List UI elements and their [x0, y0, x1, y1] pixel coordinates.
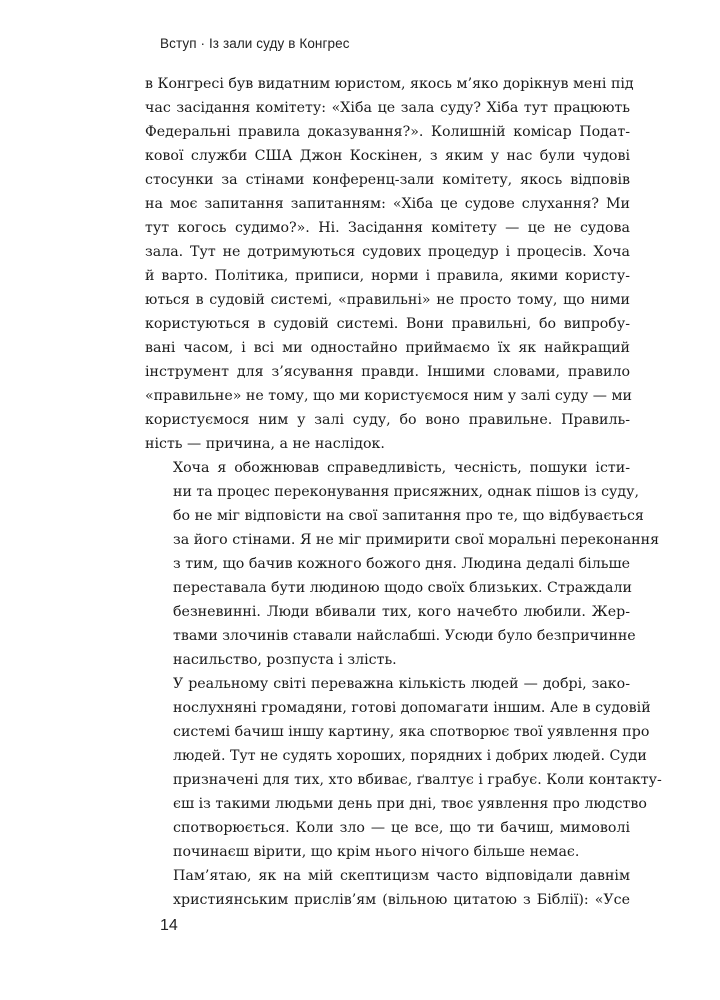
text-line: людей. Тут не судять хороших, порядних і добрих людей. Суди [173, 748, 647, 764]
text-line: користуються в судовій системі. Вони правильні, бо випробу- [145, 316, 630, 332]
text-line: за його стінами. Я не міг примирити свої моральні переконання [173, 532, 660, 548]
text-line: спотворюється. Коли зло — це все, що ти бачиш, мимоволі [173, 820, 630, 836]
page-number: 14 [160, 917, 178, 934]
text-line: переставала бути людиною щодо своїх близьких. Страждали [173, 580, 632, 596]
text-line: нослухняні громадяни, готові допомагати іншим. Але в судовій [173, 700, 651, 716]
running-head: Вступ · Із зали суду в Конгрес [160, 36, 350, 51]
text-line: ються в судовій системі, «правильні» не просто тому, що ними [145, 292, 630, 308]
text-line: ни та процес переконування присяжних, однак пішов із суду, [173, 484, 639, 500]
text-line: тут когось судимо?». Ні. Засідання комітету — це не судова [145, 220, 630, 236]
text-line: починаєш вірити, що крім нього нічого більше немає. [173, 844, 580, 860]
text-line: на моє запитання запитанням: «Хіба це судове слухання? Ми [145, 196, 630, 212]
text-line: вані часом, і всі ми одностайно приймаємо їх як найкращий [145, 340, 630, 356]
text-line: призначені для тих, хто вбиває, ґвалтує і грабує. Коли контакту- [173, 772, 662, 788]
text-line: Федеральні правила доказування?». Колишній комісар Подат- [145, 124, 630, 140]
text-line: безневинні. Люди вбивали тих, кого начебто любили. Жер- [173, 604, 630, 620]
text-line: інструмент для з’ясування правди. Іншими словами, правило [145, 364, 630, 380]
text-line: стосунки за стінами конференц-зали комітету, якось відповів [145, 172, 630, 188]
text-line: Хоча я обожнював справедливість, чесність, пошуки істи- [173, 460, 630, 476]
text-line: в Конгресі був видатним юристом, якось м’яко дорікнув мені під [145, 76, 634, 92]
text-line: бо не міг відповісти на свої запитання про те, що відбувається [173, 508, 644, 524]
text-line: кової служби США Джон Коскінен, з яким у нас були чудові [145, 148, 630, 164]
text-line: твами злочинів ставали найслабші. Усюди було безпричинне [173, 628, 636, 644]
text-line: час засідання комітету: «Хіба це зала суду? Хіба тут працюють [145, 100, 630, 116]
paragraph [145, 72, 634, 456]
paragraph [145, 672, 662, 864]
text-line: з тим, що бачив кожного божого дня. Людина дедалі більше [173, 556, 631, 572]
text-line: ність — причина, а не наслідок. [145, 436, 385, 452]
text-line: «правильне» не тому, що ми користуємося ним у залі суду — ми [145, 388, 632, 404]
body-text [145, 72, 662, 912]
text-line: Пам’ятаю, як на мій скептицизм часто відповідали давнім [173, 868, 630, 884]
text-line: єш із такими людьми день при дні, твоє уявлення про людство [173, 796, 647, 812]
paragraph [145, 456, 660, 672]
text-line: зала. Тут не дотримуються судових процедур і процесів. Хоча [145, 244, 630, 260]
text-line: й варто. Політика, приписи, норми і правила, якими користу- [145, 268, 630, 284]
paragraph [145, 864, 630, 912]
text-line: користуємося ним у залі суду, бо воно правильне. Правиль- [145, 412, 630, 428]
text-line: системі бачиш іншу картину, яка спотворює твої уявлення про [173, 724, 650, 740]
text-line: насильство, розпуста і злість. [173, 652, 397, 668]
text-line: християнським прислів’ям (вільною цитатою з Біблії): «Усе [173, 892, 630, 908]
text-line: У реальному світі переважна кількість людей — добрі, зако- [173, 676, 630, 692]
